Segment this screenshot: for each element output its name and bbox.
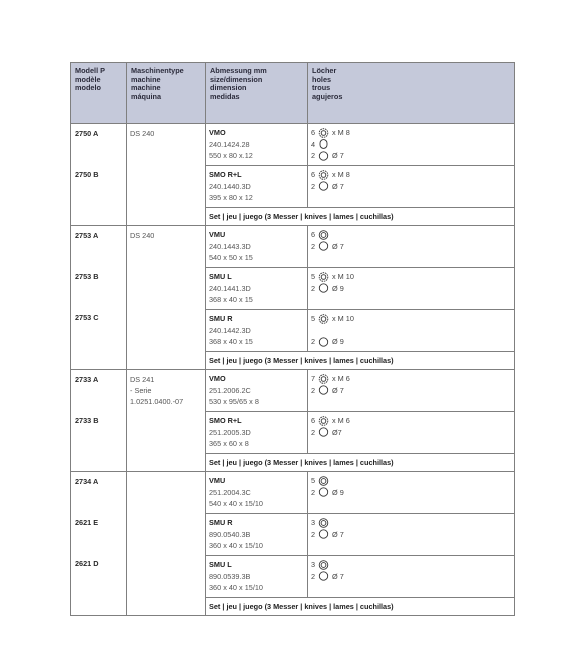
- machine-cell: [127, 124, 206, 226]
- machine-type: - Serie: [130, 386, 152, 395]
- knife-name: SMO R+L: [209, 170, 242, 179]
- hole-size: Ø7: [332, 427, 342, 437]
- header-machine: Maschinentype machine machine máquina: [127, 63, 206, 124]
- knife-size: 368 x 40 x 15: [209, 337, 253, 347]
- table-row: [71, 370, 515, 412]
- hole-size: Ø 7: [332, 529, 344, 539]
- set-label: Set | jeu | juego (3 Messer | knives | lames | cuchillas): [206, 208, 515, 226]
- machine-cell: [127, 226, 206, 370]
- knife-name: SMO R+L: [209, 416, 242, 425]
- circle-icon: [318, 571, 329, 581]
- model-number: 2733 B: [75, 416, 99, 425]
- knife-size: 360 x 40 x 15/10: [209, 541, 263, 551]
- dimension-cell: [206, 412, 308, 454]
- header-dimension: Abmessung mm size/dimension dimension medidas: [206, 63, 308, 124]
- circle-icon: [318, 337, 329, 347]
- knife-size: 395 x 80 x 12: [209, 193, 253, 203]
- hole-spec: [311, 415, 511, 427]
- hole-count: 2: [311, 385, 316, 395]
- model-number: 2753 B: [75, 272, 99, 281]
- dimension-cell: [206, 472, 308, 514]
- model-number: 2750 A: [75, 129, 99, 138]
- hole-count: 2: [311, 241, 316, 251]
- knife-name: VMU: [209, 230, 226, 239]
- hole-size: Ø 7: [332, 181, 344, 191]
- knife-name: SMU R: [209, 314, 233, 323]
- hole-spec: [311, 325, 511, 337]
- knife-size: 540 x 40 x 15/10: [209, 499, 263, 509]
- part-number: 251.2004.3C: [209, 487, 251, 497]
- circle-icon: [318, 487, 329, 497]
- hole-spec: [311, 529, 511, 541]
- hole-count: 6: [311, 170, 316, 179]
- gear-ring-icon: [318, 374, 329, 384]
- hole-spec: [311, 559, 511, 571]
- hole-spec: [311, 475, 511, 487]
- hole-count: 3: [311, 518, 316, 527]
- hole-count: 4: [311, 139, 316, 149]
- header-holes: Löcher holes trous agujeros: [308, 63, 515, 124]
- dimension-cell: [206, 310, 308, 352]
- hole-size: x M 10: [332, 314, 354, 323]
- holes-cell: [308, 310, 515, 352]
- model-cell: [71, 124, 127, 226]
- circle-icon: [318, 529, 329, 539]
- part-number: 251.2006.2C: [209, 385, 251, 395]
- knife-size: 540 x 50 x 15: [209, 253, 253, 263]
- hole-count: 2: [311, 337, 316, 347]
- part-number: 240.1424.28: [209, 139, 250, 149]
- hole-count: 5: [311, 272, 316, 281]
- machine-type: 1.0251.0400.-07: [130, 397, 184, 406]
- hole-size: Ø 9: [332, 487, 344, 497]
- model-cell: [71, 370, 127, 472]
- hole-spec: [311, 181, 511, 193]
- gear-ring-icon: [318, 314, 329, 324]
- table-header-row: [71, 63, 515, 124]
- hole-count: 2: [311, 529, 316, 539]
- machine-type: DS 241: [130, 375, 155, 384]
- dimension-cell: [206, 124, 308, 166]
- knife-name: VMO: [209, 128, 226, 137]
- knife-size: 365 x 60 x 8: [209, 439, 249, 449]
- knife-name: SMU R: [209, 518, 233, 527]
- circle-icon: [318, 427, 329, 437]
- holes-cell: [308, 412, 515, 454]
- hole-spec: [311, 427, 511, 439]
- circle-icon: [318, 385, 329, 395]
- gear-ring-icon: [318, 272, 329, 282]
- hole-size: x M 6: [332, 416, 350, 425]
- machine-type: DS 240: [130, 231, 155, 240]
- holes-cell: [308, 556, 515, 598]
- set-label: Set | jeu | juego (3 Messer | knives | lames | cuchillas): [206, 352, 515, 370]
- dimension-cell: [206, 226, 308, 268]
- holes-cell: [308, 472, 515, 514]
- holes-cell: [308, 226, 515, 268]
- dimension-cell: [206, 556, 308, 598]
- knife-size: 368 x 40 x 15: [209, 295, 253, 305]
- holes-cell: [308, 514, 515, 556]
- header-model: Modell P modèle modelo: [71, 63, 127, 124]
- holes-cell: [308, 166, 515, 208]
- hole-count: 2: [311, 283, 316, 293]
- hole-spec: [311, 373, 511, 385]
- knife-size: 360 x 40 x 15/10: [209, 583, 263, 593]
- model-number: 2621 D: [75, 559, 99, 568]
- gear-ring-icon: [318, 170, 329, 180]
- hole-spec: [311, 517, 511, 529]
- hole-spec: [311, 271, 511, 283]
- part-number: 251.2005.3D: [209, 427, 251, 437]
- hole-spec: [311, 169, 511, 181]
- part-number: 240.1442.3D: [209, 325, 251, 335]
- part-number: 240.1441.3D: [209, 283, 251, 293]
- knife-name: SMU L: [209, 272, 232, 281]
- hole-spec: [311, 150, 511, 162]
- gear-ring-icon: [318, 416, 329, 426]
- hole-count: 6: [311, 416, 316, 425]
- hole-spec: [311, 229, 511, 241]
- hole-count: 2: [311, 571, 316, 581]
- hole-count: 5: [311, 314, 316, 323]
- knife-size: 550 x 80 x.12: [209, 151, 253, 161]
- hole-size: x M 6: [332, 374, 350, 383]
- double-circle-icon: [318, 518, 329, 528]
- machine-cell: [127, 370, 206, 472]
- parts-table: [70, 62, 515, 616]
- model-number: 2733 A: [75, 375, 99, 384]
- hole-size: x M 10: [332, 272, 354, 281]
- machine-cell: [127, 472, 206, 616]
- hole-count: 2: [311, 181, 316, 191]
- table-row: [71, 124, 515, 166]
- knife-name: VMO: [209, 374, 226, 383]
- model-cell: [71, 472, 127, 616]
- hole-size: Ø 7: [332, 571, 344, 581]
- hole-spec: [311, 487, 511, 499]
- oval-slot-icon: [318, 139, 329, 149]
- circle-icon: [318, 283, 329, 293]
- part-number: 890.0540.3B: [209, 529, 251, 539]
- hole-size: Ø 9: [332, 337, 344, 347]
- part-number: 240.1443.3D: [209, 241, 251, 251]
- hole-spec: [311, 283, 511, 295]
- hole-spec: [311, 139, 511, 151]
- holes-cell: [308, 370, 515, 412]
- knife-name: VMU: [209, 476, 226, 485]
- hole-size: Ø 7: [332, 241, 344, 251]
- hole-size: Ø 7: [332, 385, 344, 395]
- hole-size: Ø 7: [332, 151, 344, 161]
- hole-spec: [311, 241, 511, 253]
- double-circle-icon: [318, 230, 329, 240]
- model-number: 2734 A: [75, 477, 99, 486]
- model-number: 2750 B: [75, 170, 99, 179]
- set-label: Set | jeu | juego (3 Messer | knives | lames | cuchillas): [206, 598, 515, 616]
- hole-spec: [311, 127, 511, 139]
- hole-count: 2: [311, 487, 316, 497]
- hole-count: 3: [311, 560, 316, 569]
- hole-count: 6: [311, 128, 316, 137]
- hole-spec: [311, 385, 511, 397]
- table-row: [71, 472, 515, 514]
- dimension-cell: [206, 370, 308, 412]
- hole-count: 7: [311, 374, 316, 383]
- model-number: 2621 E: [75, 518, 99, 527]
- knife-name: SMU L: [209, 560, 232, 569]
- double-circle-icon: [318, 476, 329, 486]
- model-number: 2753 C: [75, 313, 99, 322]
- circle-icon: [318, 151, 329, 161]
- hole-count: 6: [311, 230, 316, 239]
- hole-size: Ø 9: [332, 283, 344, 293]
- hole-size: x M 8: [332, 170, 350, 179]
- dimension-cell: [206, 166, 308, 208]
- hole-count: 2: [311, 151, 316, 161]
- dimension-cell: [206, 514, 308, 556]
- dimension-cell: [206, 268, 308, 310]
- table-row: [71, 226, 515, 268]
- hole-count: 5: [311, 476, 316, 485]
- hole-spec: [311, 571, 511, 583]
- part-number: 890.0539.3B: [209, 571, 251, 581]
- model-cell: [71, 226, 127, 370]
- circle-icon: [318, 181, 329, 191]
- part-number: 240.1440.3D: [209, 181, 251, 191]
- hole-count: 2: [311, 427, 316, 437]
- hole-size: x M 8: [332, 128, 350, 137]
- circle-icon: [318, 241, 329, 251]
- set-label: Set | jeu | juego (3 Messer | knives | lames | cuchillas): [206, 454, 515, 472]
- machine-type: DS 240: [130, 129, 155, 138]
- hole-spec: [311, 336, 511, 348]
- holes-cell: [308, 268, 515, 310]
- double-circle-icon: [318, 560, 329, 570]
- holes-cell: [308, 124, 515, 166]
- hole-spec: [311, 313, 511, 325]
- knife-size: 530 x 95/65 x 8: [209, 397, 259, 407]
- model-number: 2753 A: [75, 231, 99, 240]
- gear-ring-icon: [318, 128, 329, 138]
